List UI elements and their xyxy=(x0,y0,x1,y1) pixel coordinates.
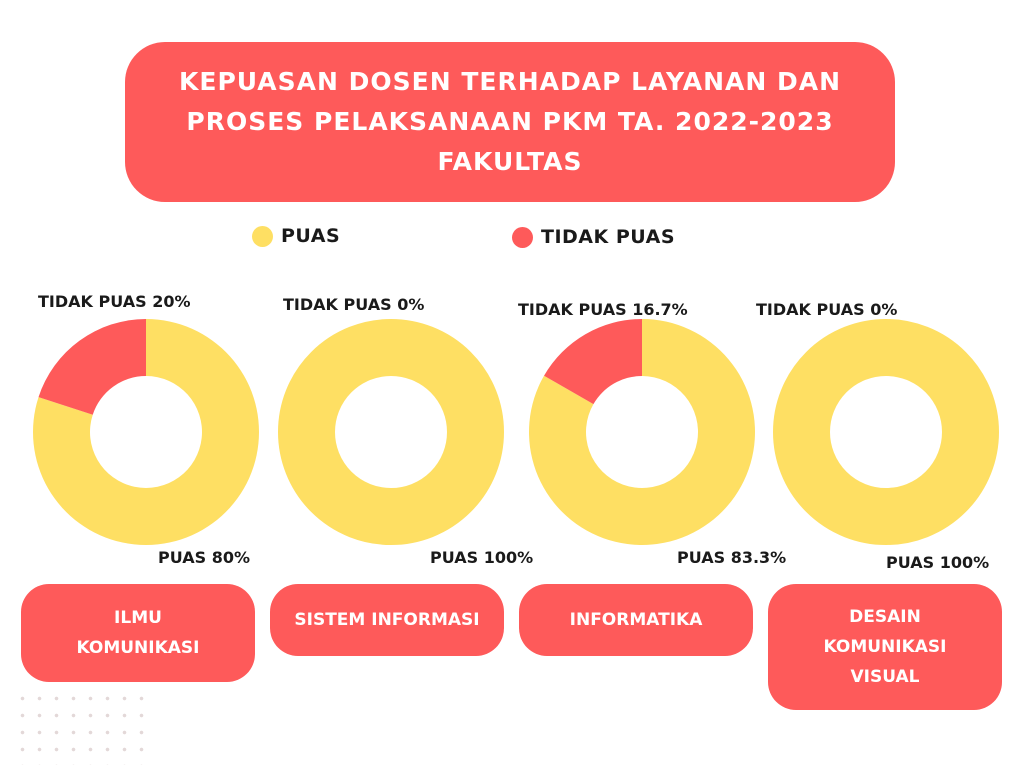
tidak-puas-label-dkv: TIDAK PUAS 0% xyxy=(756,300,898,319)
tidak-puas-label-ilkom: TIDAK PUAS 20% xyxy=(38,292,191,311)
legend-label-tidak-puas: TIDAK PUAS xyxy=(541,226,676,248)
title-line-2: PROSES PELAKSANAAN PKM TA. 2022-2023 xyxy=(186,107,834,136)
decorative-dot-grid xyxy=(14,690,154,765)
donut-chart-si xyxy=(277,318,505,546)
title-banner xyxy=(125,42,895,202)
legend-dot-puas xyxy=(252,226,273,247)
title-line-3: FAKULTAS xyxy=(437,147,583,176)
faculty-line: ILMU xyxy=(114,608,162,628)
legend-dot-tidak-puas xyxy=(512,227,533,248)
donut-chart-ilkom xyxy=(32,318,260,546)
slice-puas xyxy=(802,348,971,517)
puas-label-dkv: PUAS 100% xyxy=(886,553,990,572)
donut-chart-if xyxy=(528,318,756,546)
tidak-puas-label-si: TIDAK PUAS 0% xyxy=(283,295,425,314)
faculty-sistem-informasi xyxy=(270,584,504,656)
faculty-ilmu-komunikasi xyxy=(21,584,255,682)
donut-chart-dkv xyxy=(772,318,1000,546)
faculty-line: SISTEM INFORMASI xyxy=(294,610,480,630)
puas-label-if: PUAS 83.3% xyxy=(677,548,787,567)
faculty-desain-komunikasi-visual xyxy=(768,584,1002,710)
faculty-line: DESAIN xyxy=(849,607,921,627)
faculty-line: INFORMATIKA xyxy=(569,610,703,630)
puas-label-ilkom: PUAS 80% xyxy=(158,548,250,567)
legend-tidak-puas xyxy=(512,226,675,248)
puas-label-si: PUAS 100% xyxy=(430,548,534,567)
legend-label-puas: PUAS xyxy=(281,225,341,247)
slice-puas xyxy=(307,348,476,517)
faculty-line: KOMUNIKASI xyxy=(76,638,200,658)
slice-tidak-puas xyxy=(39,319,146,415)
tidak-puas-label-if: TIDAK PUAS 16.7% xyxy=(518,300,688,319)
faculty-line: VISUAL xyxy=(850,667,920,687)
title-line-1: KEPUASAN DOSEN TERHADAP LAYANAN DAN xyxy=(179,67,841,96)
faculty-informatika xyxy=(519,584,753,656)
legend-puas xyxy=(252,225,340,247)
faculty-line: KOMUNIKASI xyxy=(823,637,947,657)
